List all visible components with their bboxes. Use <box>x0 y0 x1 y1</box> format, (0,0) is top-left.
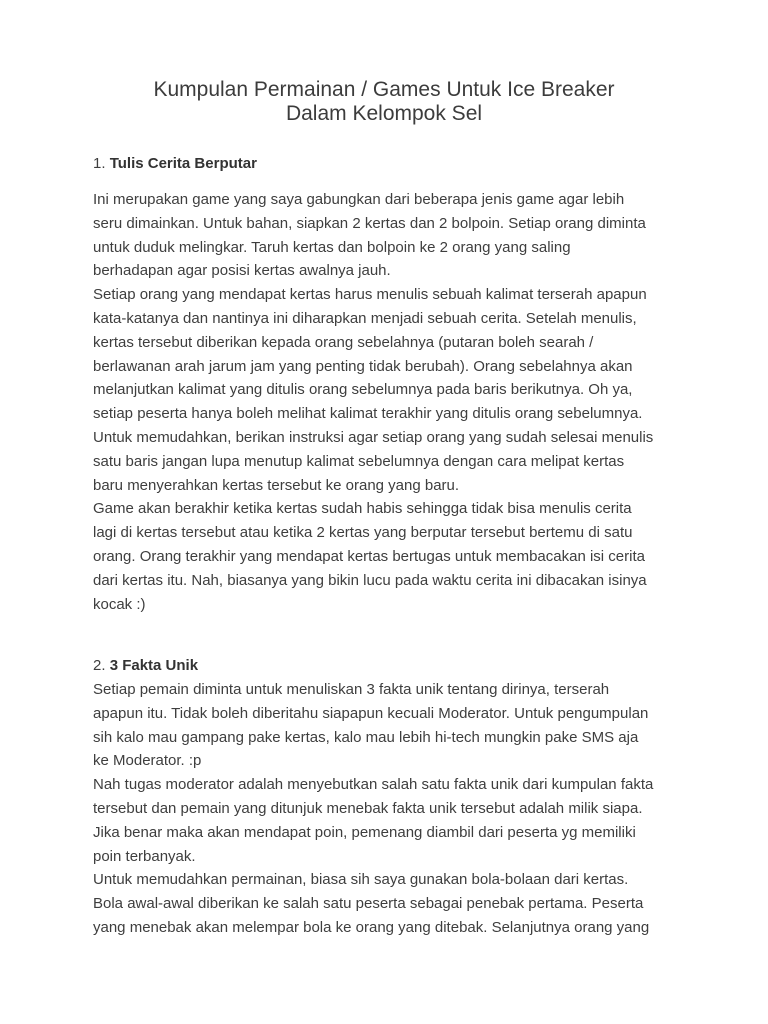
text-line: berlawanan arah jarum jam yang penting tidak berubah). Orang sebelahnya akan <box>93 357 633 375</box>
section-2-body <box>93 678 683 940</box>
text-line: Untuk memudahkan, berikan instruksi agar setiap orang yang sudah selesai menulis <box>93 428 654 446</box>
title-line-2: Dalam Kelompok Sel <box>285 102 483 125</box>
text-line: Ini merupakan game yang saya gabungkan dari beberapa jenis game agar lebih <box>93 191 625 208</box>
text-line: ke Moderator. :p <box>93 752 202 770</box>
section-2-number: 2. <box>93 657 106 674</box>
section-1-title: Tulis Cerita Berputar <box>109 155 257 172</box>
document-title <box>0 78 768 126</box>
text-line: orang. Orang terakhir yang mendapat kertas bertugas untuk membacakan isi cerita <box>93 547 645 565</box>
text-line: Jika benar maka akan mendapat poin, pemenang diambil dari peserta yg memiliki <box>93 823 636 841</box>
text-line: kocak :) <box>93 595 146 613</box>
text-line: Game akan berakhir ketika kertas sudah habis sehingga tidak bisa menulis cerita <box>93 500 632 518</box>
text-line: Setiap orang yang mendapat kertas harus menulis sebuah kalimat terserah apapun <box>93 286 647 304</box>
text-line: apapun itu. Tidak boleh diberitahu siapapun kecuali Moderator. Untuk pengumpulan <box>93 704 649 722</box>
text-line: Untuk memudahkan permainan, biasa sih saya gunakan bola-bolaan dari kertas. <box>93 871 629 889</box>
text-line: Bola awal-awal diberikan ke salah satu peserta sebagai penebak pertama. Peserta <box>93 895 644 913</box>
text-line: sih kalo mau gampang pake kertas, kalo mau lebih hi-tech mungkin pake SMS aja <box>93 728 639 746</box>
section-1-number: 1. <box>93 155 106 172</box>
text-line: dari kertas itu. Nah, biasanya yang bikin lucu pada waktu cerita ini dibacakan isinya <box>93 571 647 589</box>
text-line: kertas tersebut diberikan kepada orang sebelahnya (putaran boleh searah / <box>93 333 594 351</box>
text-line: melanjutkan kalimat yang ditulis orang sebelumnya pada baris berikutnya. Oh ya, <box>93 381 633 399</box>
section-2-heading <box>93 654 683 678</box>
title-line-1: Kumpulan Permainan / Games Untuk Ice Breaker <box>153 78 615 101</box>
text-line: Nah tugas moderator adalah menyebutkan salah satu fakta unik dari kumpulan fakta <box>93 776 654 794</box>
text-line: untuk duduk melingkar. Taruh kertas dan bolpoin ke 2 orang yang saling <box>93 238 571 256</box>
text-line: baru menyerahkan kertas tersebut ke orang yang baru. <box>93 476 460 494</box>
text-line: seru dimainkan. Untuk bahan, siapkan 2 kertas dan 2 bolpoin. Setiap orang diminta <box>93 214 646 232</box>
text-line: berhadapan agar posisi kertas awalnya jauh. <box>93 262 391 280</box>
text-line: tersebut dan pemain yang ditunjuk menebak fakta unik tersebut adalah milik siapa. <box>93 799 643 817</box>
text-line: Setiap pemain diminta untuk menuliskan 3 fakta unik tentang dirinya, terserah <box>93 681 610 698</box>
text-line: lagi di kertas tersebut atau ketika 2 kertas yang berputar tersebut bertemu di satu <box>93 524 633 542</box>
text-line: yang menebak akan melempar bola ke orang yang ditebak. Selanjutnya orang yang <box>93 918 650 936</box>
section-2-title: 3 Fakta Unik <box>109 657 199 674</box>
section-1-body <box>93 188 683 616</box>
text-line: kata-katanya dan nantinya ini diharapkan menjadi sebuah cerita. Setelah menulis, <box>93 309 637 327</box>
text-line: satu baris jangan lupa menutup kalimat sebelumnya dengan cara melipat kertas <box>93 452 625 470</box>
section-1-heading <box>93 152 683 176</box>
text-line: setiap peserta hanya boleh melihat kalimat terakhir yang ditulis orang sebelumnya. <box>93 405 643 423</box>
text-line: poin terbanyak. <box>93 847 196 865</box>
